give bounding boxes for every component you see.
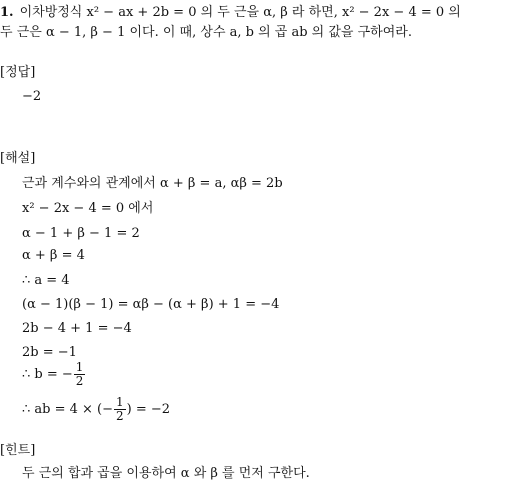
ab-result-prefix: ∴ ab = 4 × (− <box>22 402 114 417</box>
ab-fraction-denominator: 2 <box>116 409 124 423</box>
solution-ab-result <box>22 396 170 424</box>
b-fraction-numerator: 1 <box>75 360 84 374</box>
ab-fraction-numerator: 1 <box>116 395 124 409</box>
solution-step-2: x² − 2x − 4 = 0 에서 <box>22 201 154 216</box>
ab-result-fraction <box>114 396 126 423</box>
hint-text: 두 근의 합과 곱을 이용하여 α 와 β 를 먼저 구한다. <box>22 466 310 481</box>
solution-b-result <box>22 361 86 389</box>
b-result-prefix: ∴ b = − <box>22 367 73 382</box>
problem-text-2: 두 근은 α − 1, β − 1 이다. 이 때, 상수 a, b 의 곱 ab 의 값을 구하여라. <box>0 25 412 40</box>
solution-step-4: α + β = 4 <box>22 248 85 263</box>
solution-step-7: 2b − 4 + 1 = −4 <box>22 321 132 336</box>
solution-step-6: (α − 1)(β − 1) = αβ − (α + β) + 1 = −4 <box>22 297 280 312</box>
problem-line-1 <box>0 4 461 22</box>
solution-step-1: 근과 계수와의 관계에서 α + β = a, αβ = 2b <box>22 176 283 191</box>
problem-text-1: 이차방정식 x² − ax + 2b = 0 의 두 근을 α, β 라 하면, x² − 2x − 4 = 0 의 <box>19 5 461 20</box>
answer-label: [정답] <box>0 65 36 80</box>
answer-value: −2 <box>22 89 42 104</box>
solution-step-5: ∴ a = 4 <box>22 273 70 288</box>
b-fraction-denominator: 2 <box>75 374 84 388</box>
b-result-fraction <box>74 361 86 388</box>
hint-label: [힌트] <box>0 443 36 458</box>
question-number: 1. <box>0 5 14 20</box>
solution-step-8: 2b = −1 <box>22 345 77 360</box>
problem-line-2 <box>0 24 412 42</box>
solution-step-3: α − 1 + β − 1 = 2 <box>22 226 140 241</box>
ab-result-suffix: ) = −2 <box>126 402 171 417</box>
solution-label: [해설] <box>0 151 36 166</box>
